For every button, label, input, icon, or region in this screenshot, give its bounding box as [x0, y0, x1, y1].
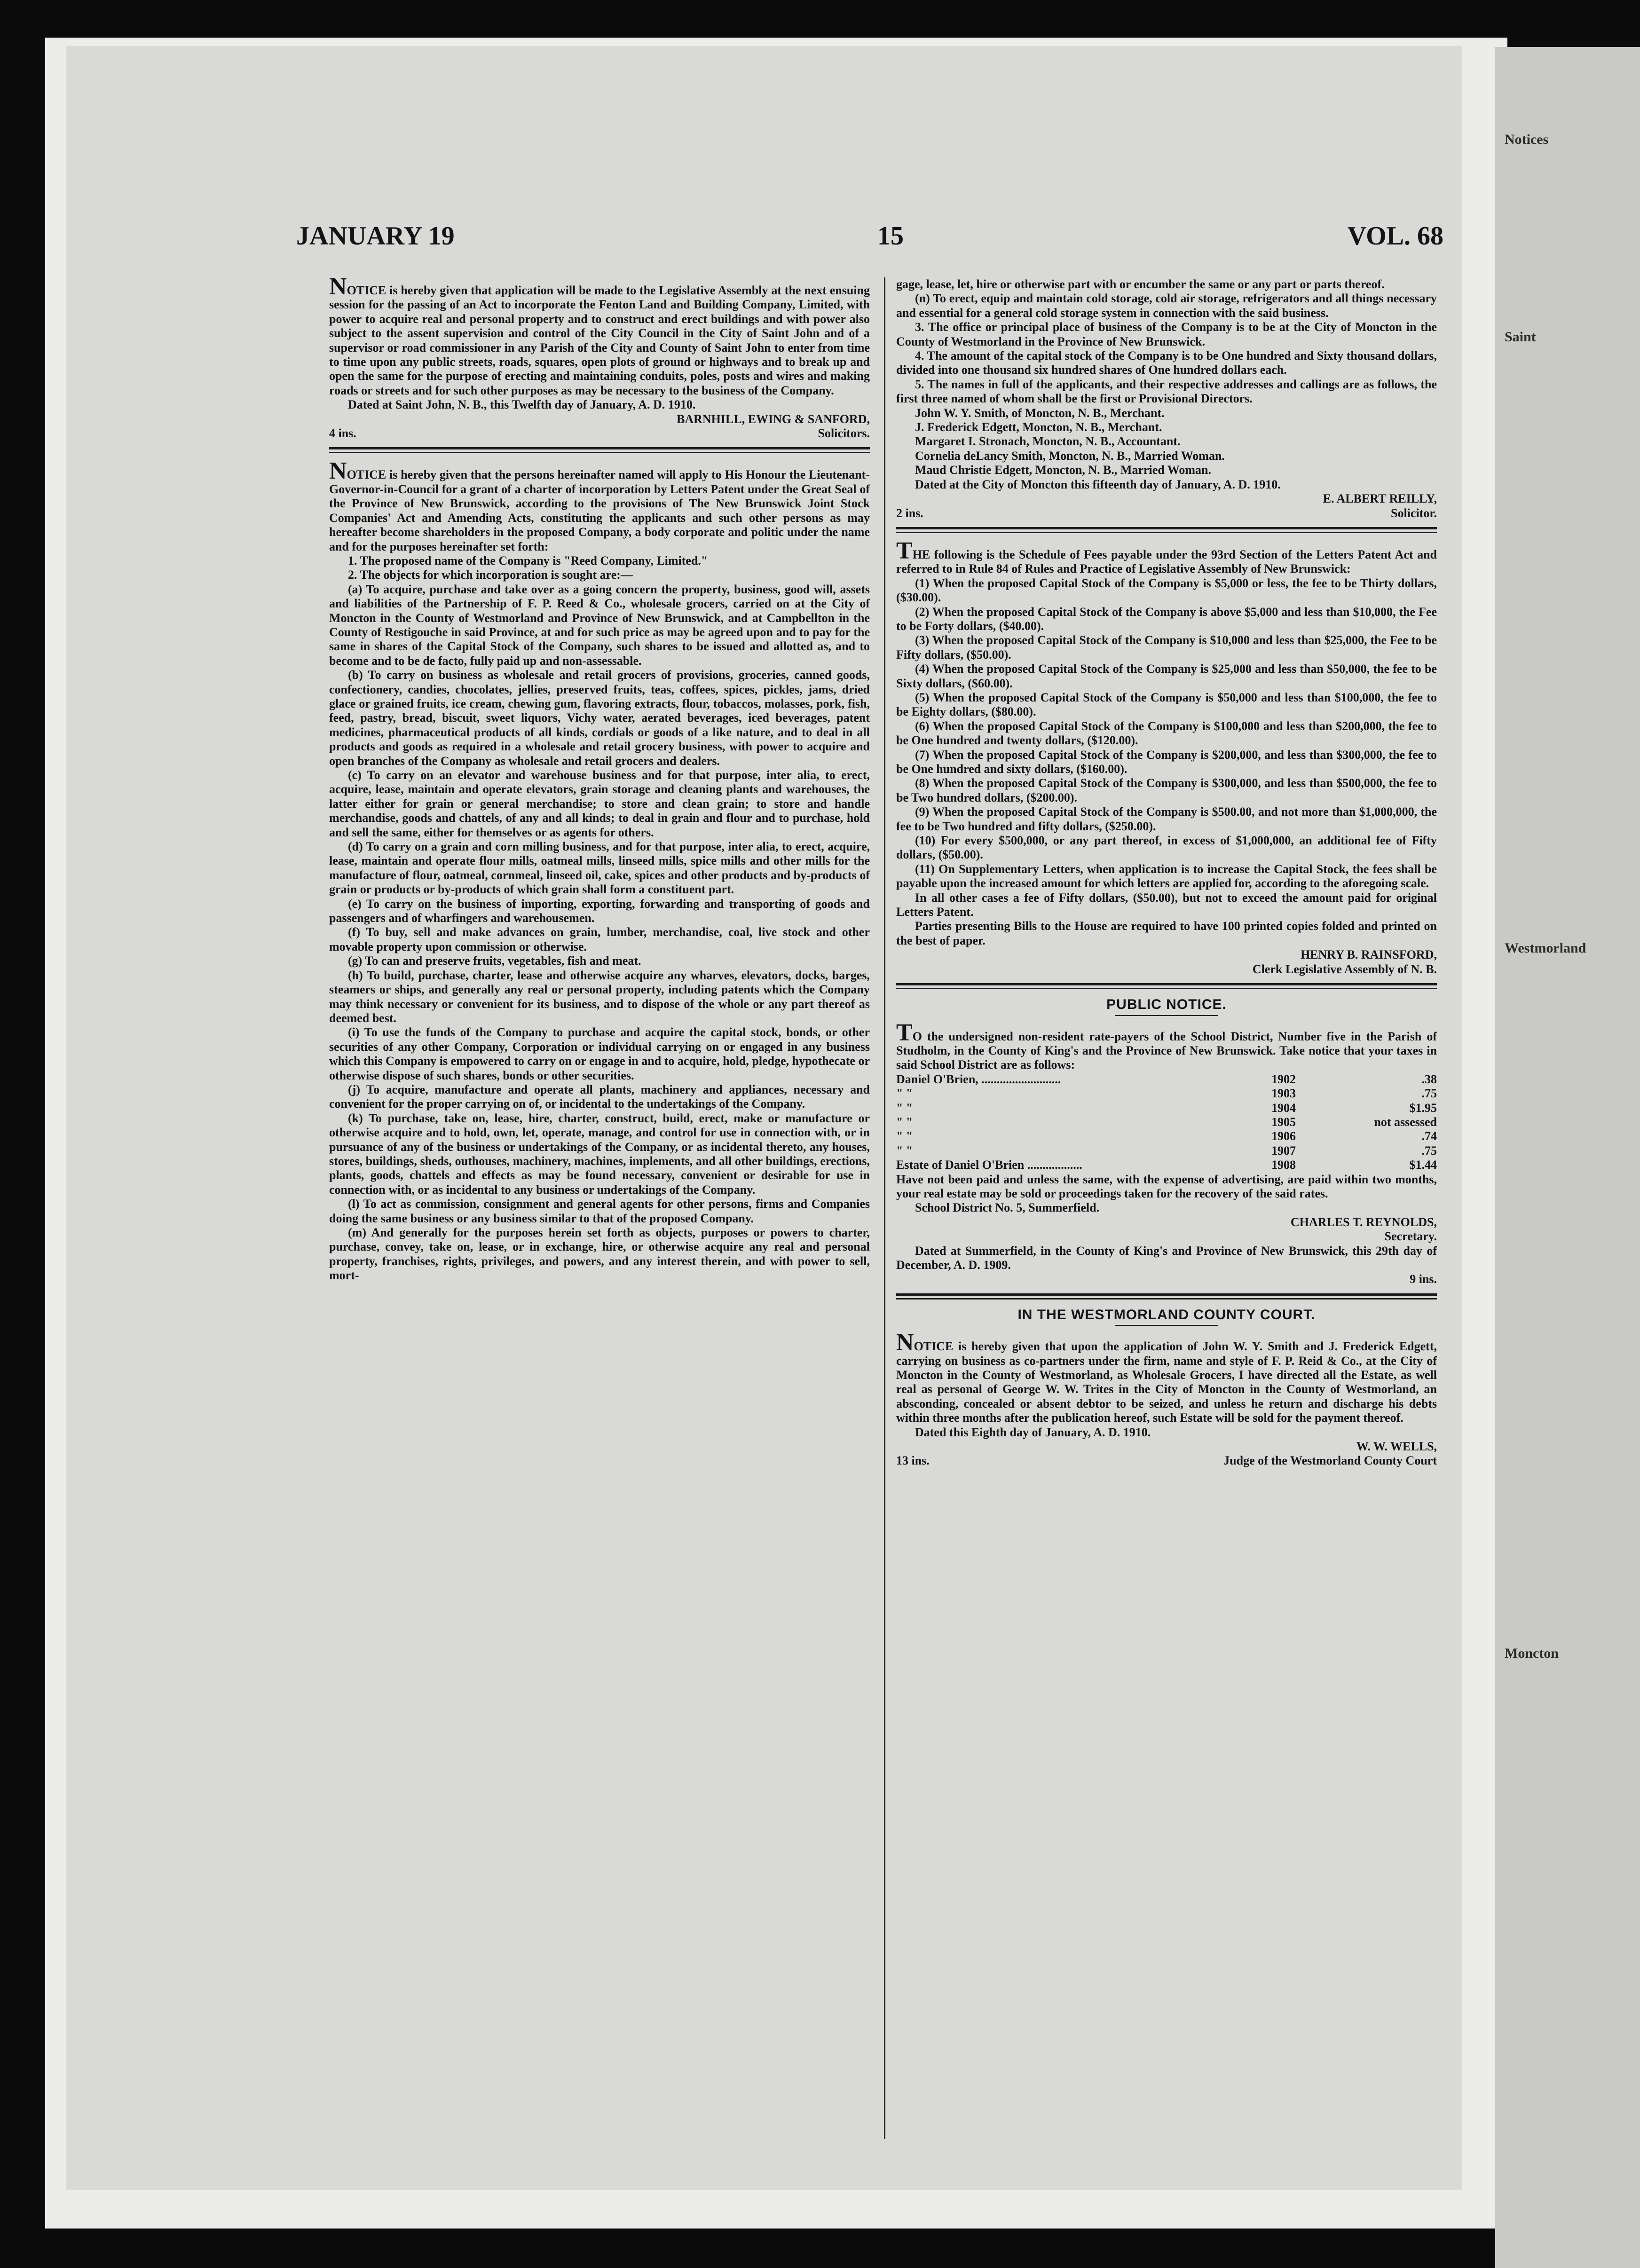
drop-cap: N	[896, 1329, 914, 1356]
volume-label: VOL. 68	[1347, 221, 1443, 251]
table-row: " " 1907 .75	[896, 1143, 1437, 1158]
notice-signer: E. ALBERT REILLY,	[1323, 492, 1437, 506]
page-number: 15	[877, 221, 904, 251]
fee-item: (4) When the proposed Capital Stock of the Company is $25,000 and less than $50,000, the fee to be Sixty dollars, ($60.00).	[896, 662, 1437, 690]
tax-table	[896, 1072, 1437, 1173]
drop-cap: T	[896, 537, 913, 564]
notice-signer: W. W. WELLS,	[1356, 1440, 1437, 1454]
column-divider	[884, 277, 885, 2139]
fees-intro: THE following is the Schedule of Fees payable under the 93rd Section of the Letters Patent Act and referred to in Rule 84 of Rules and Practice of Legislative Assembly of New Brunswick:	[896, 537, 1437, 576]
fee-item: (3) When the proposed Capital Stock of the Company is $10,000 and less than $25,000, the Fee to be Fifty dollars, ($50.00).	[896, 633, 1437, 662]
adjacent-page-strip	[1495, 47, 1640, 2268]
notice-dated: Dated this Eighth day of January, A. D. 1910.	[915, 1425, 1151, 1439]
applicant-line: John W. Y. Smith, of Moncton, N. B., Merchant.	[915, 406, 1165, 420]
notice-dated: Dated at Summerfield, in the County of King's and Province of New Brunswick, this 29th day of December, A. D. 1909.	[896, 1244, 1437, 1272]
notice-dated: Dated at Saint John, N. B., this Twelfth day of January, A. D. 1910.	[348, 398, 696, 412]
notice-paragraph: 4. The amount of the capital stock of the Company is to be One hundred and Sixty thousand dollars, divided into one thousand six hundred shares of One hundred dollars each.	[896, 349, 1437, 377]
signer-role: Clerk Legislative Assembly of N. B.	[1252, 962, 1437, 976]
fenton-land-notice	[329, 277, 870, 441]
notice-dated: Dated at the City of Moncton this fifteenth day of January, A. D. 1910.	[915, 477, 1281, 491]
signer-role: Solicitor.	[1391, 506, 1437, 520]
notice-signer: CHARLES T. REYNOLDS,	[1290, 1215, 1437, 1229]
table-row: " " 1904 $1.95	[896, 1101, 1437, 1115]
section-title: IN THE WESTMORLAND COUNTY COURT.	[1017, 1307, 1316, 1323]
applicant-line: Margaret I. Stronach, Moncton, N. B., Accountant.	[915, 434, 1181, 449]
table-row: " " 1903 .75	[896, 1087, 1437, 1101]
fee-item: (6) When the proposed Capital Stock of the Company is $100,000 and less than $200,000, the fee to be One hundred and twenty dollars, ($120.00).	[896, 719, 1437, 748]
table-row: Estate of Daniel O'Brien .................. 1908 $1.44	[896, 1158, 1437, 1172]
section-title: PUBLIC NOTICE.	[1106, 997, 1227, 1013]
applicant-line: Maud Christie Edgett, Moncton, N. B., Married Woman.	[915, 463, 1211, 477]
reed-company-notice	[329, 457, 870, 1283]
notice-paragraph: 5. The names in full of the applicants, and their respective addresses and callings are as follows, the first three named of whom shall be the first or Provisional Directors.	[896, 377, 1437, 406]
notice-paragraph: (k) To purchase, take on, lease, hire, charter, construct, build, erect, make or manufacture or otherwise acquire and to hold, own, let, operate, manage, and control for use in connection with, or in pursuance of any of the business or undertakings of the Company, or as incidental thereto, any houses, stores, buildings, sheds, outhouses, machinery, machines, implements, and all other buildings, erections, plants, goods, chattels and effects as may be found necessary, convenient or desirable for use in connection with, or as incidental to any business or undertakings of the Company.	[329, 1111, 870, 1197]
insertion-count: 9 ins.	[1410, 1272, 1437, 1286]
school-district: School District No. 5, Summerfield.	[915, 1201, 1100, 1215]
fee-item: (8) When the proposed Capital Stock of the Company is $300,000, and less than $500,000, the fee to be Two hundred dollars, ($200.00).	[896, 776, 1437, 804]
header-date: JANUARY 19	[296, 221, 455, 251]
notice-paragraph: (i) To use the funds of the Company to purchase and acquire the capital stock, bonds, or other securities of any other Company, Corporation or individual carrying on or engaged in any business which this Company is empowered to carry on or engage in and to acquire, hold, pledge, hypothecate or otherwise dispose of such shares, bonds or other securities.	[329, 1025, 870, 1082]
table-row: Daniel O'Brien, .......................... 1902 .38	[896, 1072, 1437, 1086]
insertion-count: 13 ins.	[896, 1454, 930, 1468]
right-column	[896, 277, 1437, 2158]
fee-item: (5) When the proposed Capital Stock of the Company is $50,000 and less than $100,000, the fee to be Eighty dollars, ($80.00).	[896, 690, 1437, 719]
notice-paragraph: 2. The objects for which incorporation is sought are:—	[348, 568, 633, 582]
notice-signer: HENRY B. RAINSFORD,	[1301, 948, 1437, 962]
notice-paragraph: 3. The office or principal place of business of the Company is to be at the City of Moncton in the County of Westmorland in the Province of New Brunswick.	[896, 320, 1437, 348]
section-rule	[896, 1293, 1437, 1299]
drop-cap: T	[896, 1019, 913, 1046]
table-row: " " 1906 .74	[896, 1129, 1437, 1143]
notice-paragraph: (b) To carry on business as wholesale and retail grocers of provisions, groceries, canned goods, confectionery, candies, chocolates, jellies, preserved fruits, teas, coffees, spices, pickles, jams, dried glace or grained fruits, ice cream, chewing gum, flavoring extracts, flour, tobaccos, molasses, pork, fish, feed, pastry, bread, biscuit, sweet liquors, Vichy water, aerated beverages, iced beverages, patent medicines, pharmaceutical products of all kinds, cordials or goods of a like nature, and to deal in all products and goods as required in a wholesale and retail grocery business, with power to acquire and open branches of the Company as wholesale and retail grocers and dealers.	[329, 668, 870, 768]
notice-paragraph: (m) And generally for the purposes herein set forth as objects, purposes or powers to charter, purchase, convey, take on, lease, or in exchange, hire, or otherwise acquire any real and personal property, franchises, rights, privileges, and powers, and any interest therein, and with power to sell, mort-	[329, 1226, 870, 1283]
notice-paragraph: (n) To erect, equip and maintain cold storage, cold air storage, refrigerators and all things necessary and essential for a general cold storage system in connection with the said business.	[896, 291, 1437, 320]
notice-paragraph: gage, lease, let, hire or otherwise part with or encumber the same or any part or parts thereof.	[896, 277, 1385, 291]
applicant-line: J. Frederick Edgett, Moncton, N. B., Merchant.	[915, 420, 1162, 434]
title-rule	[1115, 1015, 1218, 1016]
notice-paragraph: (g) To can and preserve fruits, vegetables, fish and meat.	[348, 954, 641, 968]
fee-item: (1) When the proposed Capital Stock of the Company is $5,000 or less, the fee to be Thirty dollars, ($30.00).	[896, 576, 1437, 605]
notice-paragraph: (e) To carry on the business of importing, exporting, forwarding and transporting of goods and passengers and of wharfingers and warehousemen.	[329, 897, 870, 925]
strip-fragment: Saint	[1505, 329, 1536, 345]
fee-item: (10) For every $500,000, or any part thereof, in excess of $1,000,000, an additional fee of Fifty dollars, ($50.00).	[896, 834, 1437, 862]
section-rule	[896, 527, 1437, 533]
title-rule	[1115, 1325, 1218, 1326]
section-rule	[896, 983, 1437, 989]
drop-cap: N	[329, 277, 347, 300]
fee-item: (7) When the proposed Capital Stock of the Company is $200,000, and less than $300,000, the fee to be One hundred and sixty dollars, ($160.00).	[896, 748, 1437, 776]
table-row: " " 1905 not assessed	[896, 1115, 1437, 1129]
reed-company-notice-continued	[896, 277, 1437, 520]
notice-paragraph: 1. The proposed name of the Company is "Reed Company, Limited."	[348, 553, 708, 567]
fee-item: In all other cases a fee of Fifty dollars, ($50.00), but not to exceed the amount paid for original Letters Patent.	[896, 890, 1437, 919]
signer-role: Judge of the Westmorland County Court	[1223, 1454, 1437, 1468]
fees-schedule	[896, 537, 1437, 976]
public-notice	[896, 998, 1437, 1287]
notice-paragraph: (c) To carry on an elevator and warehouse business and for that purpose, inter alia, to erect, acquire, lease, maintain and operate elevators, grain storage and cleaning plants and warehouses, the latter either for grain or general merchandise; to store and clean grain; to store and handle merchandise, goods and chattels, of any and all kinds; to deal in grain and flour and to purchase, hold and sell the same, either for themselves or as agents for others.	[329, 768, 870, 839]
notice-paragraph: (a) To acquire, purchase and take over as a going concern the property, business, good will, assets and liabilities of the Partnership of F. P. Reed & Co., wholesale grocers, carried on at the City of Moncton in the County of Westmorland and Province of New Brunswick, and at Campbellton in the County of Restigouche in said Province, at and for such price as may be agreed upon and to pay for the same in shares of the Capital Stock of the Company, such shares to be issued and allotted as, and to become and to be de facto, fully paid up and non-assessable.	[329, 582, 870, 668]
notice-paragraph: (j) To acquire, manufacture and operate all plants, machinery and appliances, necessary and convenient for the proper carrying on of, or incidental to the undertakings of the Company.	[329, 1082, 870, 1111]
left-column	[329, 277, 870, 2158]
strip-fragment: Westmorland	[1505, 940, 1586, 956]
county-court-notice	[896, 1308, 1437, 1468]
notice-signer: BARNHILL, EWING & SANFORD,	[677, 412, 870, 426]
notice-paragraph: TO the undersigned non-resident rate-payers of the School District, Number five in the Parish of Studholm, in the County of King's and the Province of New Brunswick. Take notice that your taxes in said School District are as follows:	[896, 1019, 1437, 1072]
section-rule	[329, 447, 870, 453]
signer-role: Solicitors.	[818, 426, 870, 441]
signer-role: Secretary.	[1384, 1229, 1437, 1244]
notice-paragraph: (l) To act as commission, consignment and general agents for other persons, firms and Companies doing the same business or any business similar to that of the proposed Company.	[329, 1197, 870, 1225]
notice-paragraph: (f) To buy, sell and make advances on grain, lumber, merchandise, coal, live stock and other movable property upon commission or otherwise.	[329, 925, 870, 953]
fee-item: (2) When the proposed Capital Stock of the Company is above $5,000 and less than $10,000, the Fee to be Forty dollars, ($40.00).	[896, 605, 1437, 633]
drop-cap: N	[329, 457, 347, 485]
notice-paragraph: Have not been paid and unless the same, with the expense of advertising, are paid within two months, your real estate may be sold or proceedings taken for the recovery of the said rates.	[896, 1172, 1437, 1200]
notice-paragraph: NOTICE is hereby given that application will be made to the Legislative Assembly at the next ensuing session for the passing of an Act to incorporate the Fenton Land and Building Company, Limited, with power to acquire real and personal property and to construct and erect buildings and with power also subject to the assent supervision and control of the City Council in the City of Saint John and of a supervisor or road commissioner in any Parish of the City and County of Saint John to enter from time to time upon any public streets, roads, squares, open plots of ground or highways and to break up and open the same for the purpose of erecting and maintaining conduits, poles, posts and wires and making roads or streets and for such other purposes as may be necessary to the business of the Company.	[329, 277, 870, 398]
applicant-line: Cornelia deLancy Smith, Moncton, N. B., Married Woman.	[915, 449, 1225, 463]
insertion-count: 4 ins.	[329, 426, 356, 441]
insertion-count: 2 ins.	[896, 506, 923, 520]
strip-fragment: Notices	[1505, 132, 1549, 147]
notice-paragraph: (d) To carry on a grain and corn milling business, and for that purpose, inter alia, to erect, acquire, lease, maintain and operate flour mills, oatmeal mills, linseed mills, spice mills and other mills for the manufacture of flour, oatmeal, cornmeal, linseed oil, cake, spices and other products and by-products of grain or products or by-products of which grain shall form a constituent part.	[329, 840, 870, 897]
fee-item: (11) On Supplementary Letters, when application is to increase the Capital Stock, the fees shall be payable upon the increased amount for which letters are applied for, according to the aforegoing scale.	[896, 862, 1437, 890]
notice-paragraph: (h) To build, purchase, charter, lease and otherwise acquire any wharves, elevators, docks, barges, steamers or ships, and generally any real or personal property, including patents which the Company may think necessary or convenient for its business, and to dispose of the whole or any part thereof as deemed best.	[329, 968, 870, 1025]
fee-item: Parties presenting Bills to the House are required to have 100 printed copies folded and printed on the best of paper.	[896, 919, 1437, 947]
notice-paragraph: NOTICE is hereby given that upon the application of John W. Y. Smith and J. Frederick Edgett, carrying on business as co-partners under the firm, name and style of F. P. Reid & Co., at the City of Moncton in the County of Westmorland, as Wholesale Grocers, I have directed all the Estate, as well real as personal of George W. W. Trites in the City of Moncton in the County of Westmorland, an absconding, concealed or absent debtor to be seized, and unless he return and discharge his debts within three months after the publication hereof, such Estate will be sold for the payment thereof.	[896, 1329, 1437, 1425]
strip-fragment: Moncton	[1505, 1646, 1559, 1661]
fee-item: (9) When the proposed Capital Stock of the Company is $500.00, and not more than $1,000,000, the fee to be Two hundred and fifty dollars, ($250.00).	[896, 805, 1437, 833]
notice-paragraph: NOTICE is hereby given that the persons hereinafter named will apply to His Honour the Lieutenant-Governor-in-Council for a grant of a charter of incorporation by Letters Patent under the Great Seal of the Province of New Brunswick, according to the provisions of The New Brunswick Joint Stock Companies' Act and Amending Acts, constituting the applicants and such other persons as may hereafter become shareholders in the proposed Company, a body corporate and politic under the name and for the purposes hereinafter set forth:	[329, 457, 870, 553]
page-header	[296, 221, 1443, 259]
